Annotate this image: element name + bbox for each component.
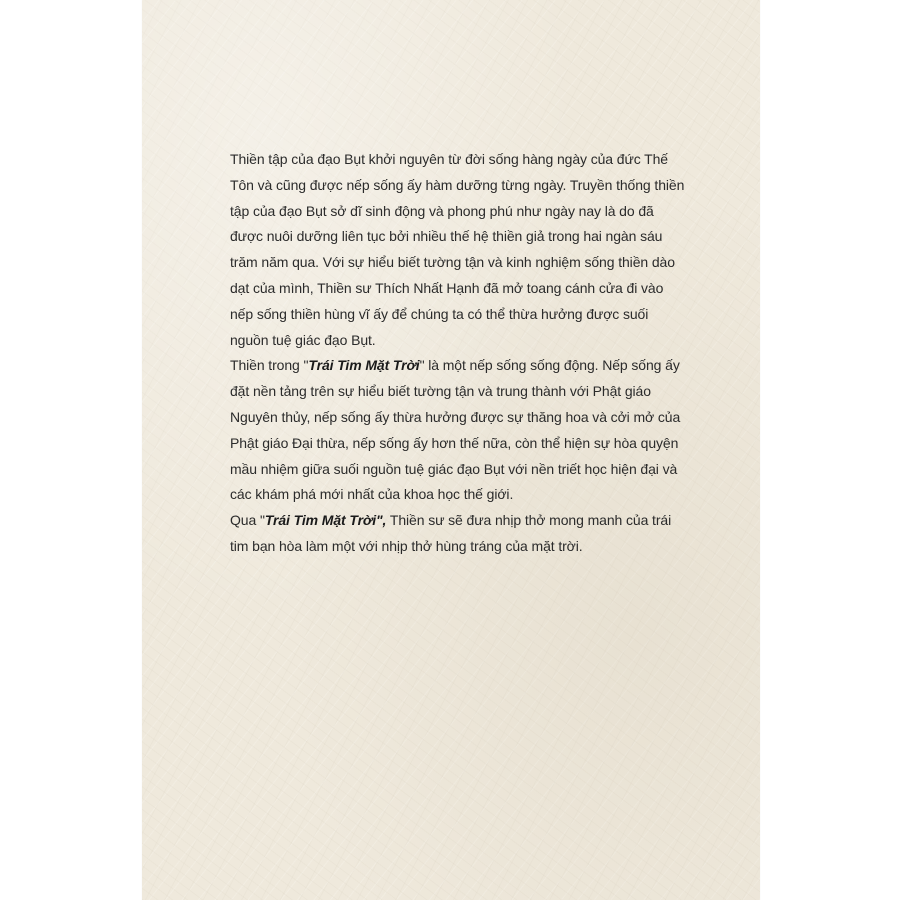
book-title-mention-closing: Trái Tim Mặt Trời",: [264, 512, 387, 529]
paragraph-intro: [230, 147, 690, 353]
paragraph-zen-life-text: " là một nếp sống sống động. Nếp sống ấy đặt nền tảng trên sự hiểu biết tường tận và trung thành với Phật giáo Nguyên thủy, nếp sống ấy thừa hưởng được sự thăng hoa và cởi mở của Phật giáo Đại thừa, nếp sống ấy hơn thế nữa, còn thể hiện sự hòa quyện mầu nhiệm giữa suối nguồn tuệ giác đạo Bụt với nền triết học hiện đại và các khám phá mới nhất của khoa học thế giới.: [230, 357, 681, 503]
paragraph-closing: [230, 508, 690, 560]
paragraph-zen-life: [230, 353, 690, 508]
paragraph-closing-lead: Qua ": [230, 512, 265, 529]
paragraph-intro-text: Thiền tập của đạo Bụt khởi nguyên từ đời sống hàng ngày của đức Thế Tôn và cũng được nếp sống ấy hàm dưỡng từng ngày. Truyền thống thiền tập của đạo Bụt sở dĩ sinh động và phong phú như ngày nay là do đã được nuôi dưỡng liên tục bởi nhiều thế hệ thiền giả trong hai ngàn sáu trăm năm qua. Với sự hiểu biết tường tận và kinh nghiệm sống thiền dào dạt của mình, Thiền sư Thích Nhất Hạnh đã mở toang cánh cửa đi vào nếp sống thiền hùng vĩ ấy để chúng ta có thể thừa hưởng được suối nguồn tuệ giác đạo Bụt.: [230, 151, 685, 348]
paragraph-closing-text: Thiền sư sẽ đưa nhịp thở mong manh của trái tim bạn hòa làm một với nhịp thở hùng tráng của mặt trời.: [230, 512, 672, 554]
paragraph-zen-life-lead: Thiền trong ": [230, 357, 309, 374]
book-page: [142, 0, 760, 900]
book-title-mention: Trái Tim Mặt Trời: [308, 357, 420, 374]
body-text: [230, 147, 690, 560]
